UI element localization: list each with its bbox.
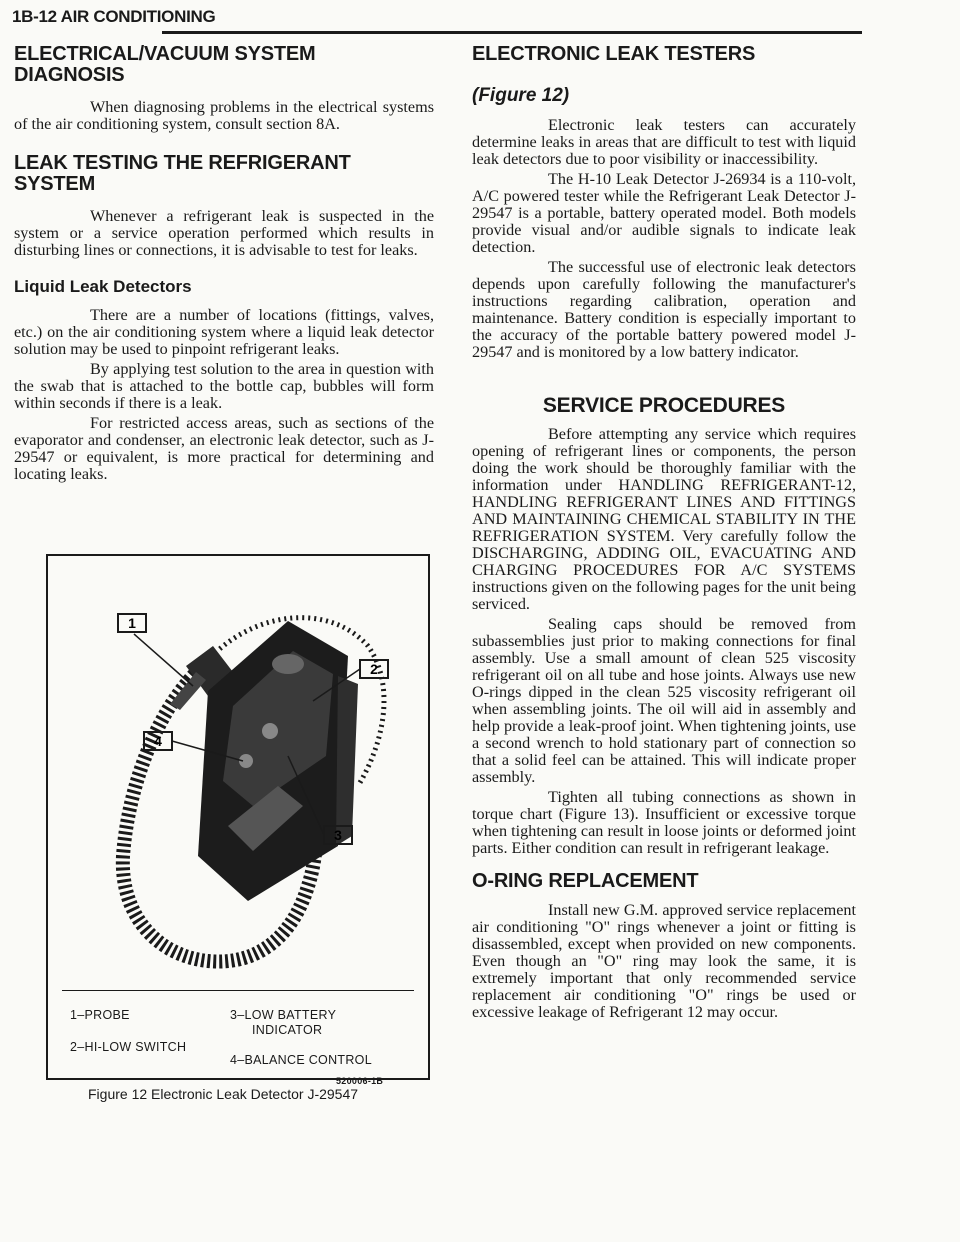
svg-text:1: 1	[128, 615, 136, 631]
heading-leak-testing: LEAK TESTING THE REFRIGERANT SYSTEM	[14, 152, 351, 195]
legend-balance-control: 4–BALANCE CONTROL	[230, 1053, 372, 1067]
paragraph-liquid-locations: There are a number of locations (fittings, valves, etc.) on the air conditioning system where a liquid leak detector solution may be used to pinpoint refrigerant leaks.	[14, 306, 434, 358]
right-column	[472, 44, 856, 1021]
left-column	[14, 44, 434, 483]
figure-divider	[62, 990, 414, 991]
paragraph-test-solution: By applying test solution to the area in question with the swab that is attached to the bottle cap, bubbles will form within seconds if there is a leak.	[14, 360, 434, 412]
svg-text:2: 2	[370, 661, 378, 677]
legend-hi-low-switch: 2–HI-LOW SWITCH	[70, 1040, 187, 1054]
heading-electronic-leak-testers: ELECTRONIC LEAK TESTERS	[472, 43, 756, 65]
figure-caption: Figure 12 Electronic Leak Detector J-29547	[88, 1086, 359, 1102]
legend-low-battery: 3–LOW BATTERY	[230, 1008, 337, 1022]
paragraph-before-service: Before attempting any service which requires opening of refrigerant lines or components, the person doing the work should be thoroughly familiar with the information under HANDLING REFRIGERANT-12, HANDLING REFRIGERANT LINES AND FITTINGS AND MAINTAINING CHEMICAL STABILITY IN THE REFRIGERATION SYSTEM. Very carefully follow the DISCHARGING, ADDING OIL, EVACUATING AND CHARGING PROCEDURES FOR A/C SYSTEMS instructions given on the following pages for the unit being serviced.	[472, 425, 856, 613]
paragraph-tighten-tubing: Tighten all tubing connections as shown in torque chart (Figure 13). Insufficient or excessive torque when tightening can result in loose joints or deformed joint parts. Either condition can result in refrigerant leakage.	[472, 788, 856, 857]
paragraph-sealing-caps: Sealing caps should be removed from subassemblies just prior to making connections for final assembly. Use a small amount of clean 525 viscosity refrigerant oil on all tube and hose joints. Always use new O-rings dipped in the clean 525 viscosity refrigerant oil when assembling joints. The oil will aid in assembly and help provide a leak-proof joint. When tightening joints, use a second wrench to hold stationary part of connection so that a solid feel can be attained. This will indicate proper assembly.	[472, 615, 856, 786]
paragraph-leak-testing: Whenever a refrigerant leak is suspected in the system or a service operation performed which results in disturbing lines or connections, it is advisable to test for leaks.	[14, 207, 434, 259]
heading-electrical-vacuum: ELECTRICAL/VACUUM SYSTEM DIAGNOSIS	[14, 43, 316, 86]
paragraph-o-ring: Install new G.M. approved service replacement air conditioning "O" rings whenever a joint or fitting is disassembled, except when provided on new components. Even though an "O" ring may look the same, it is extremely important that only recommended service replacement air conditioning "O" rings be used or excessive leakage of Refrigerant 12 may occur.	[472, 901, 856, 1021]
svg-text:3: 3	[334, 827, 342, 843]
leak-detector-illustration	[48, 556, 428, 986]
page-header	[12, 6, 952, 28]
legend-indicator: INDICATOR	[252, 1023, 323, 1037]
callout-1	[118, 614, 193, 686]
heading-liquid-leak-detectors: Liquid Leak Detectors	[14, 277, 192, 296]
heading-o-ring-replacement: O-RING REPLACEMENT	[472, 870, 699, 892]
figure-reference: (Figure 12)	[472, 85, 570, 106]
paragraph-h10-detector: The H-10 Leak Detector J-26934 is a 110-volt, A/C powered tester while the Refrigerant Leak Detector J-29547 is a portable, battery operated model. Both models provide visual and/or audible signals to indicate leak detection.	[472, 170, 856, 256]
paragraph-electrical-diagnosis: When diagnosing problems in the electrical systems of the air conditioning system, consult section 8A.	[14, 98, 434, 133]
paragraph-successful-use: The successful use of electronic leak detectors depends upon carefully following the manufacturer's instructions regarding calibration, operation and maintenance. Battery condition is especially important to the accuracy of the portable battery powered model J-29547 and is monitored by a low battery indicator.	[472, 258, 856, 361]
svg-text:4: 4	[154, 733, 162, 749]
header-rule	[162, 31, 862, 34]
paragraph-restricted-access: For restricted access areas, such as sections of the evaporator and condenser, an electronic leak detector, such as J-29547 or equivalent, is more practical for determining and locating leaks.	[14, 414, 434, 483]
heading-service-procedures: SERVICE PROCEDURES	[542, 394, 786, 417]
figure-12-box	[46, 554, 430, 1086]
paragraph-electronic-testers: Electronic leak testers can accurately determine leaks in areas that are difficult to test with liquid leak detectors due to poor visibility or inaccessibility.	[472, 116, 856, 168]
page-header-title: 1B-12 AIR CONDITIONING	[12, 7, 216, 26]
legend-probe: 1–PROBE	[70, 1008, 130, 1022]
figure-code: 520006-1B	[336, 1076, 384, 1086]
